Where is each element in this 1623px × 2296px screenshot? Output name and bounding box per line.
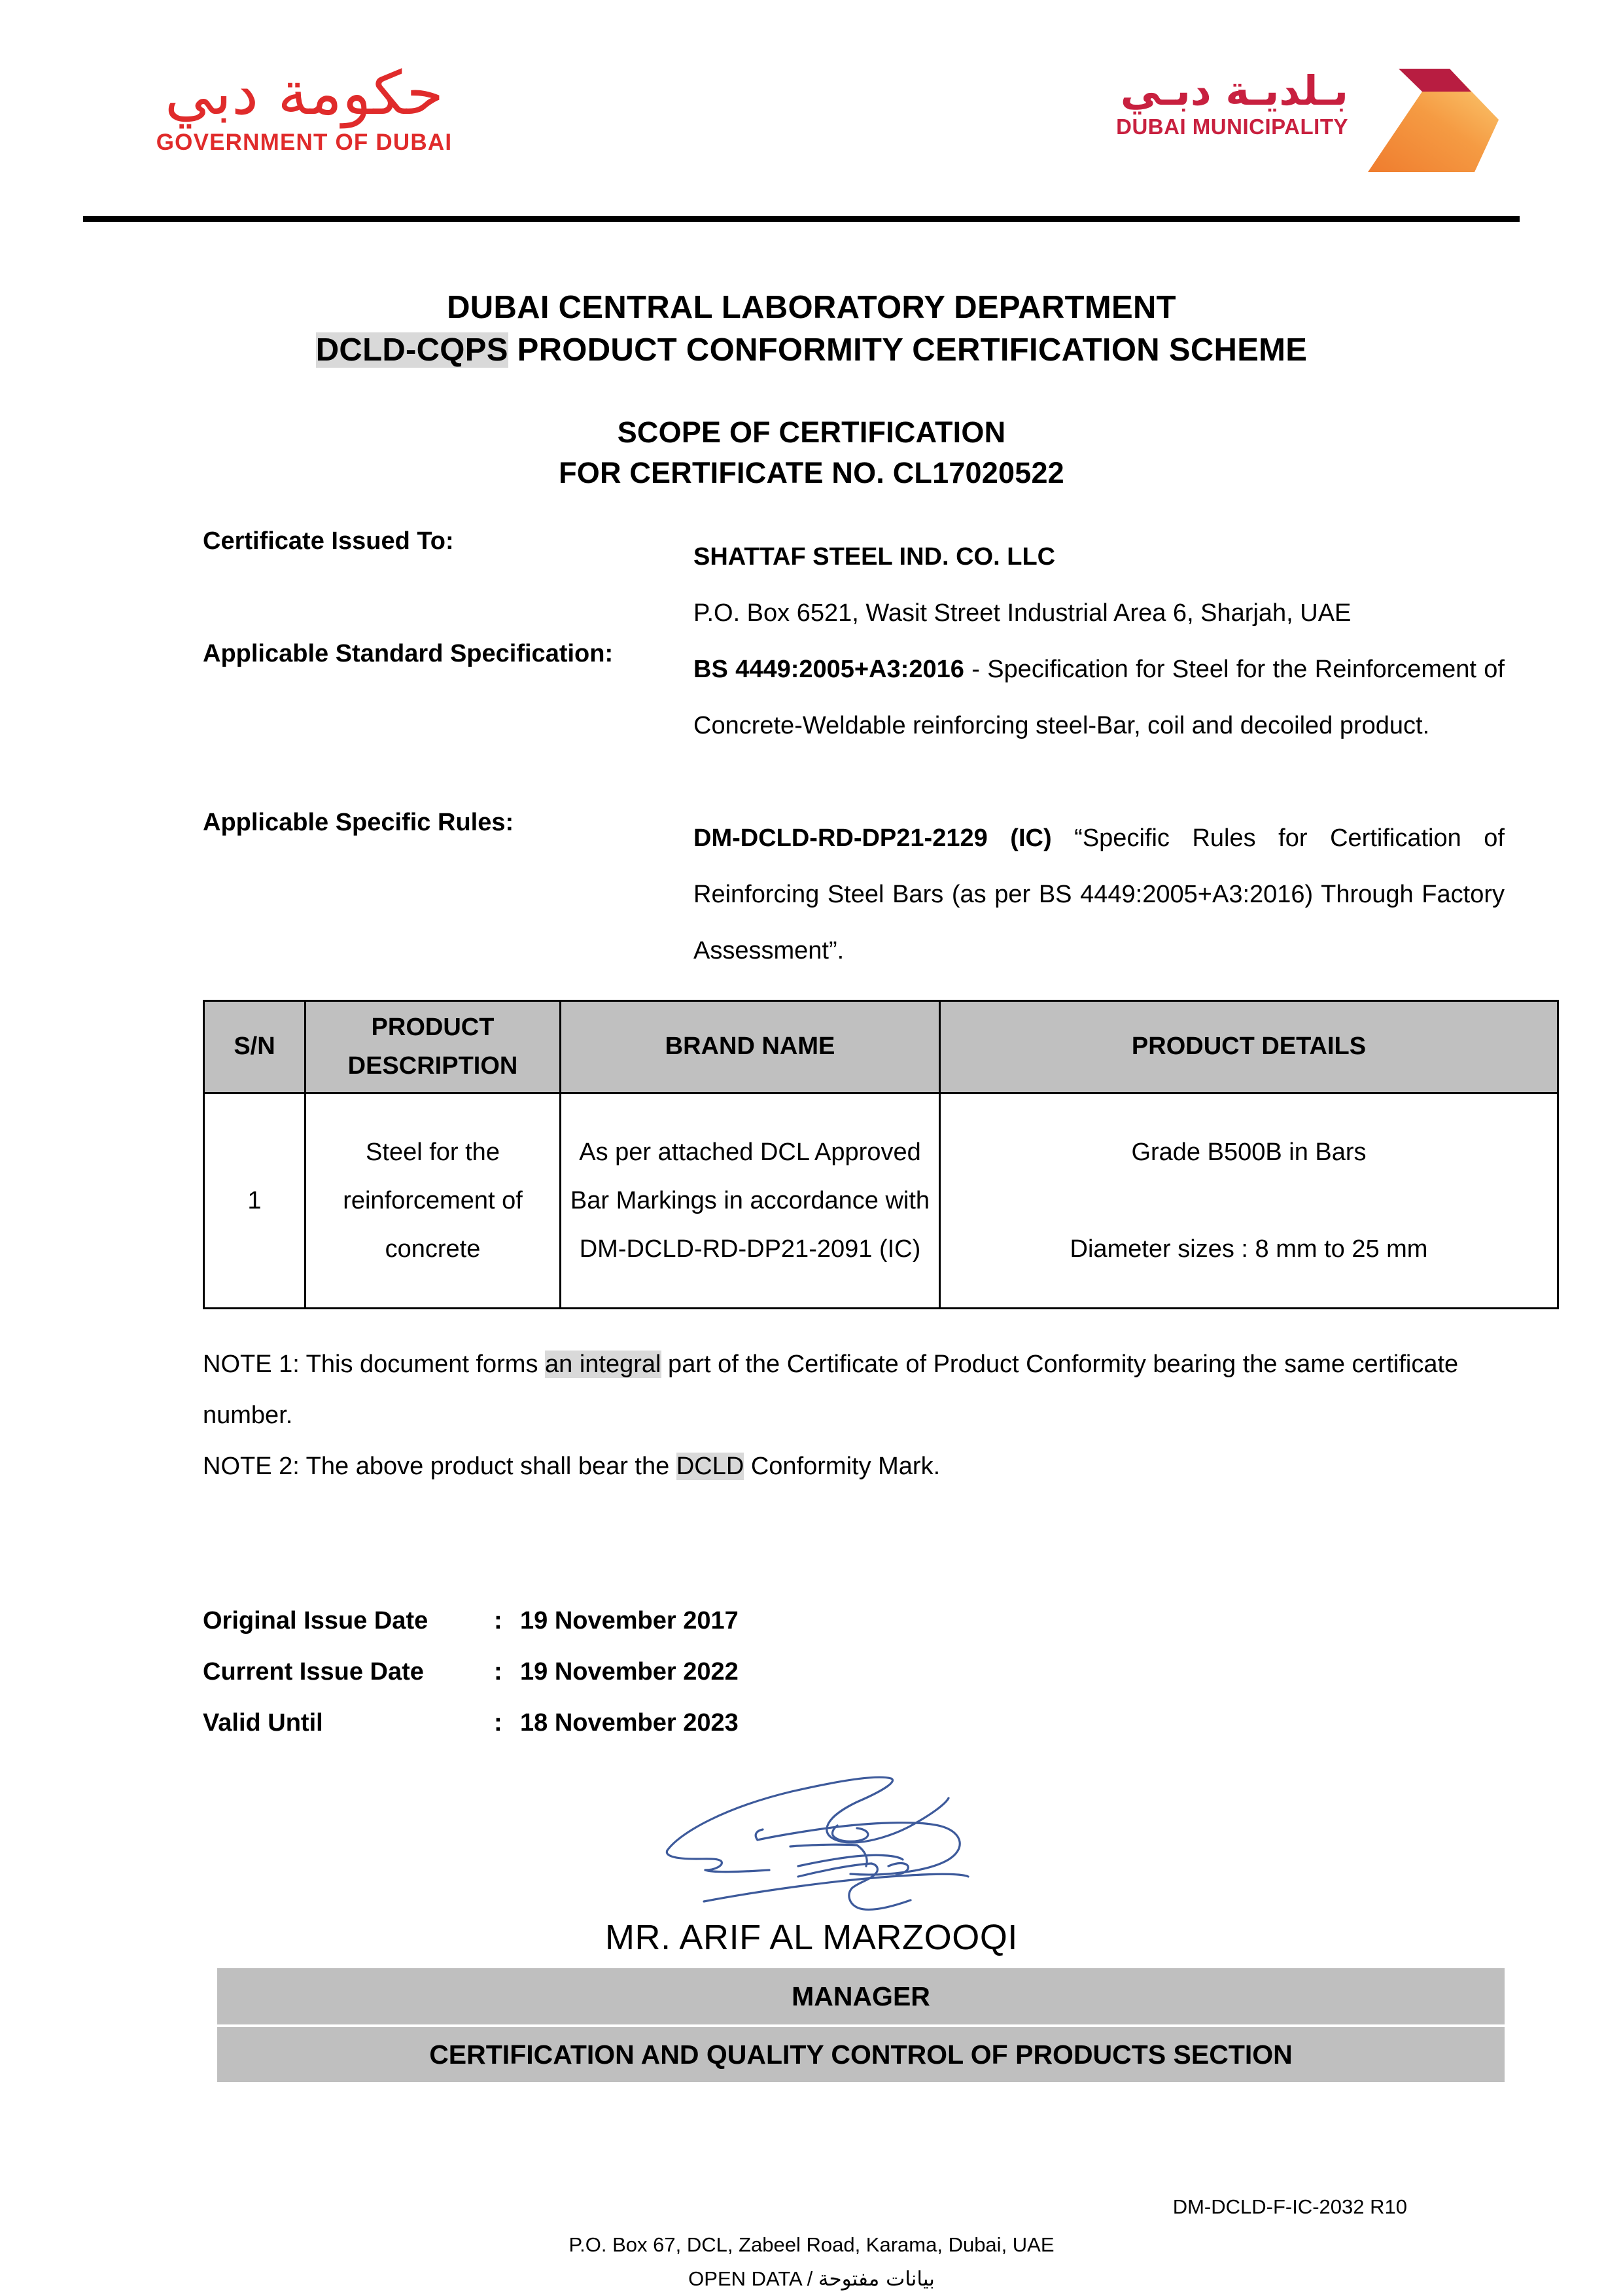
field-rules-value xyxy=(693,810,1505,979)
dm-arrow-mark-icon xyxy=(1365,62,1512,183)
dubai-municipality-logo xyxy=(1106,62,1512,180)
cell-product-details xyxy=(940,1093,1558,1308)
notes-block xyxy=(203,1339,1508,1492)
product-details-diameter: Diameter sizes : 8 mm to 25 mm xyxy=(1070,1235,1428,1263)
document-subtitle-block xyxy=(0,412,1623,493)
signature-image xyxy=(641,1767,994,1917)
dm-logo-latin-text: DUBAI MUNICIPALITY xyxy=(1116,115,1348,139)
note-1-part-a: NOTE 1: This document forms xyxy=(203,1351,546,1378)
footer-open-data-en: OPEN DATA / xyxy=(688,2267,818,2290)
table-body xyxy=(204,1093,1558,1308)
date-label-current-issue: Current Issue Date xyxy=(203,1658,424,1686)
field-issued-to-value xyxy=(693,529,1505,585)
note-2-part-b: Conformity Mark. xyxy=(744,1453,941,1480)
signatory-title: MANAGER xyxy=(217,1968,1505,2024)
signatory-name: MR. ARIF AL MARZOOQI xyxy=(604,1918,1019,1957)
note-1-highlight: an integral xyxy=(545,1351,661,1378)
date-row-valid-until xyxy=(203,1697,739,1748)
note-1 xyxy=(203,1339,1508,1441)
cell-product-description: Steel for the reinforcement of concrete xyxy=(305,1093,561,1308)
dm-logo-text xyxy=(1113,69,1348,139)
product-details-grade: Grade B500B in Bars xyxy=(1131,1138,1367,1166)
gov-logo-arabic-calligraphy: حكومة دبي xyxy=(164,58,444,128)
field-standard-label: Applicable Standard Specification: xyxy=(203,640,614,667)
table-header xyxy=(204,1001,1558,1093)
document-header xyxy=(0,0,1623,222)
issued-to-company: SHATTAF STEEL IND. CO. LLC xyxy=(693,543,1056,571)
field-standard-value xyxy=(693,641,1505,754)
subtitle-scope: SCOPE OF CERTIFICATION xyxy=(617,415,1006,449)
title-scheme-highlight: DCLD-CQPS xyxy=(315,332,508,368)
date-separator-0: : xyxy=(494,1607,502,1634)
cell-sn: 1 xyxy=(204,1093,305,1308)
rules-description: “Specific Rules for Certification of Reinforcing Steel Bars (as per BS 4449:2005+A3:2016) Through Factory Assessment”. xyxy=(693,824,1505,964)
note-2 xyxy=(203,1441,1508,1492)
government-of-dubai-logo xyxy=(121,58,487,156)
footer-block xyxy=(0,2228,1623,2296)
column-header-desc-line2: DESCRIPTION xyxy=(347,1051,518,1080)
title-scheme-rest: PRODUCT CONFORMITY CERTIFICATION SCHEME xyxy=(508,332,1308,368)
date-separator-2: : xyxy=(494,1709,502,1737)
date-value-current-issue: 19 November 2022 xyxy=(520,1658,739,1686)
date-value-valid-until: 18 November 2023 xyxy=(520,1709,739,1737)
dates-block xyxy=(203,1595,739,1748)
cell-brand-name: As per attached DCL Approved Bar Markings in accordance with DM-DCLD-RD-DP21-2091 (IC) xyxy=(561,1093,940,1308)
date-row-original-issue xyxy=(203,1595,739,1646)
field-specific-rules xyxy=(203,810,1505,979)
document-title-block xyxy=(0,287,1623,371)
title-scheme xyxy=(0,329,1623,372)
signatory-section: CERTIFICATION AND QUALITY CONTROL OF PRODUCTS SECTION xyxy=(217,2027,1505,2082)
field-standard-specification xyxy=(203,641,1505,810)
date-row-current-issue xyxy=(203,1646,739,1697)
table-header-row xyxy=(204,1001,1558,1093)
dm-logo-arabic-text: بـلديـة دبـي xyxy=(1120,67,1348,115)
note-1-part-b: part of the Certificate of Product Conformity bearing the same certificate number. xyxy=(203,1351,1459,1429)
gov-logo-latin-text: GOVERNMENT OF DUBAI xyxy=(156,129,453,155)
column-header-desc-line1: PRODUCT xyxy=(371,1014,495,1041)
handwritten-signature-icon xyxy=(641,1767,994,1917)
footer-address: P.O. Box 67, DCL, Zabeel Road, Karama, Dubai, UAE xyxy=(568,2233,1055,2256)
table-row xyxy=(204,1093,1558,1308)
certificate-fields xyxy=(203,529,1505,979)
subtitle-certificate-number: FOR CERTIFICATE NO. CL17020522 xyxy=(559,456,1064,490)
field-issued-to xyxy=(203,529,1505,585)
date-label-valid-until: Valid Until xyxy=(203,1709,323,1737)
column-header-product-details: PRODUCT DETAILS xyxy=(940,1001,1558,1093)
standard-description: - Specification for Steel for the Reinforcement of Concrete-Weldable reinforcing steel-Bar, coil and decoiled product. xyxy=(693,656,1505,739)
note-2-highlight: DCLD xyxy=(676,1453,744,1480)
column-header-brand-name: BRAND NAME xyxy=(561,1001,940,1093)
document-form-code: DM-DCLD-F-IC-2032 R10 xyxy=(1172,2195,1407,2218)
date-value-original-issue: 19 November 2017 xyxy=(520,1607,739,1634)
field-issued-to-label: Certificate Issued To: xyxy=(203,527,454,555)
date-label-original-issue: Original Issue Date xyxy=(203,1607,428,1634)
column-header-sn: S/N xyxy=(204,1001,305,1093)
header-divider-rule xyxy=(83,216,1520,222)
title-department: DUBAI CENTRAL LABORATORY DEPARTMENT xyxy=(447,290,1176,325)
column-header-product-description xyxy=(305,1001,561,1093)
footer-open-data-ar: بيانات مفتوحة xyxy=(818,2267,935,2291)
field-address xyxy=(203,585,1505,641)
note-2-part-a: NOTE 2: The above product shall bear the xyxy=(203,1453,676,1480)
standard-code: BS 4449:2005+A3:2016 xyxy=(693,656,964,683)
field-rules-label: Applicable Specific Rules: xyxy=(203,809,514,836)
date-separator-1: : xyxy=(494,1658,502,1686)
rules-code: DM-DCLD-RD-DP21-2129 (IC) xyxy=(693,824,1052,852)
footer-open-data xyxy=(0,2262,1623,2296)
field-address-value: P.O. Box 6521, Wasit Street Industrial Area 6, Sharjah, UAE xyxy=(693,599,1352,627)
product-scope-table xyxy=(203,1000,1559,1309)
